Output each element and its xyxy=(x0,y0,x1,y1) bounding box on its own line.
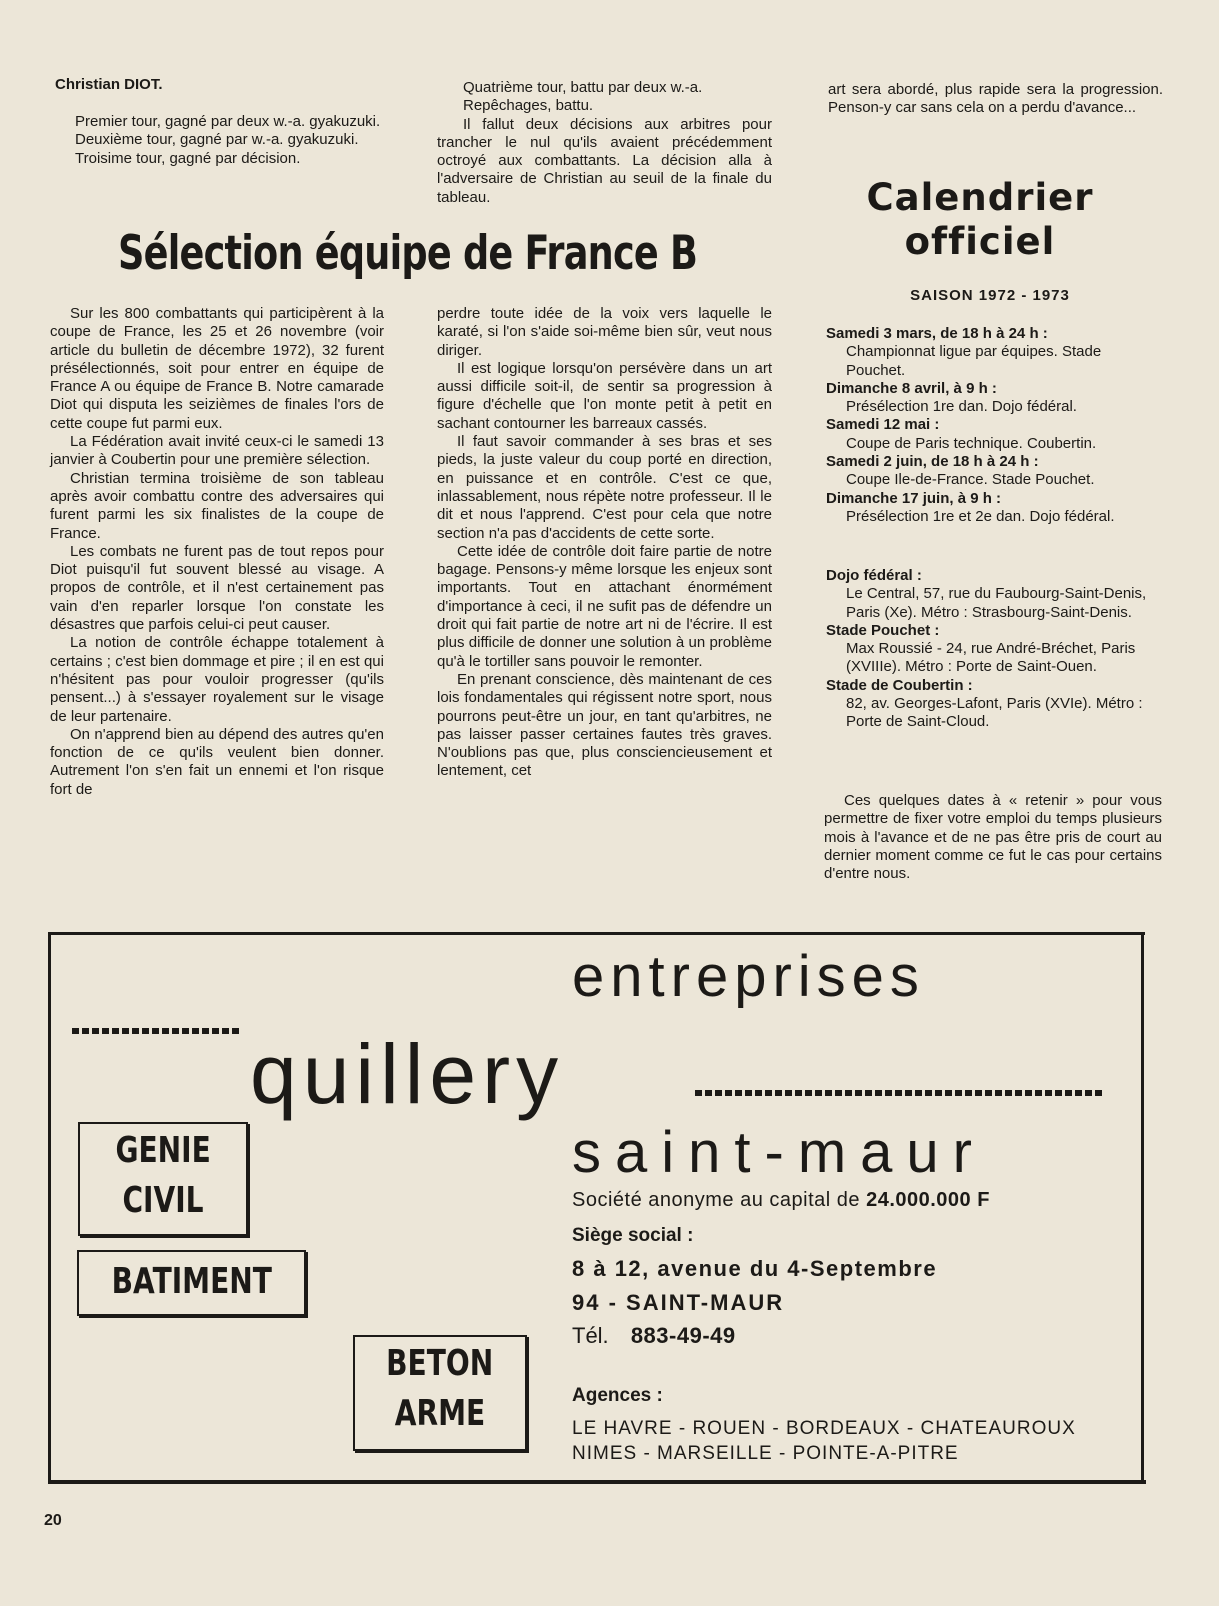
ad-phone-number: 883-49-49 xyxy=(630,1323,736,1348)
calendar-venues xyxy=(826,567,1162,732)
venue-name: Dojo fédéral : xyxy=(826,567,922,584)
top-column-1 xyxy=(55,113,385,168)
paragraph: art sera abordé, plus rapide sera la progression. Penson-y car sans cela on a perdu d'avance... xyxy=(828,81,1163,117)
paragraph: Troisime tour, gagné par décision. xyxy=(75,149,301,167)
calendar-event xyxy=(826,490,1162,527)
box-line: CIVIL xyxy=(122,1180,204,1221)
venue xyxy=(826,622,1162,677)
article-headline: Sélection équipe de France B xyxy=(118,226,698,281)
ad-siege-label: Siège social : xyxy=(572,1225,694,1246)
ad-address-line1: 8 à 12, avenue du 4-Septembre xyxy=(572,1256,938,1281)
paragraph: perdre toute idée de la voix vers laquelle le karaté, si l'on s'aide soi-même bien sûr, veut nous diriger. xyxy=(437,305,772,359)
paragraph: Il fallut deux décisions aux arbitres pour trancher le nul qu'ils avaient précédemment octroyé aux combattants. La décision alla à l'adversaire de Christian au seuil de la finale du tableau. xyxy=(437,115,772,206)
paragraph: Deuxième tour, gagné par w.-a. gyakuzuki. xyxy=(75,131,359,149)
ad-capital-value: 24.000.000 F xyxy=(866,1189,990,1211)
calendar-events xyxy=(826,325,1162,526)
ad-box-beton-arme xyxy=(353,1335,527,1451)
venue xyxy=(826,677,1162,732)
venue-address: Le Central, 57, rue du Faubourg-Saint-Denis, Paris (Xe). Métro : Strasbourg-Saint-Denis. xyxy=(846,585,1147,621)
paragraph: Cette idée de contrôle doit faire partie de notre bagage. Pensons-y même lorsque les enjeux sont importants. Tout en attachant énormément d'importance à ceci, il ne sufit pas de défendre un droit qui fait partie de notre art ni de l'écrire. Il est plus difficile de donner une solution à un problème qu'à le tortiller sans pouvoir le remonter. xyxy=(437,542,772,670)
venue-address: 82, av. Georges-Lafont, Paris (XVIe). Métro : Porte de Saint-Cloud. xyxy=(846,695,1143,731)
calendar-event xyxy=(826,453,1162,490)
paragraph: La notion de contrôle échappe totalement à certains ; c'est bien dommage et pire ; il en est qui n'hésitent pas pour vouloir progresser (qu'ils pensent...) à s'essayer royalement sur le visage de leur partenaire. xyxy=(50,634,384,725)
ad-entreprises: entreprises xyxy=(572,944,925,1009)
ad-border-left xyxy=(48,932,51,1482)
ad-hatch-rule xyxy=(695,1090,1105,1096)
top-column-2 xyxy=(437,79,772,207)
calendar-event xyxy=(826,325,1162,380)
calendar-note xyxy=(824,792,1162,883)
ad-address-line2: 94 - SAINT-MAUR xyxy=(572,1290,785,1315)
event-date: Dimanche 8 avril, à 9 h : xyxy=(826,379,997,397)
ad-company-name: quillery xyxy=(250,1027,565,1121)
paragraph: Repêchages, battu. xyxy=(463,97,594,115)
calendar-season: SAISON 1972 - 1973 xyxy=(910,287,1070,304)
top-column-3 xyxy=(828,81,1163,118)
calendar-event xyxy=(826,416,1162,453)
ad-agences-line2: NIMES - MARSEILLE - POINTE-A-PITRE xyxy=(572,1443,959,1464)
paragraph: Les combats ne furent pas de tout repos pour Diot puisqu'il fut souvent blessé au visage. A propos de contrôle, et il n'est certainement pas vain d'en reparler lorsque l'on constate les désastres que parfois celui-ci peut causer. xyxy=(50,542,384,634)
ad-capital xyxy=(572,1189,990,1212)
event-desc: Coupe de Paris technique. Coubertin. xyxy=(846,434,1097,452)
venue xyxy=(826,567,1162,622)
ad-border-top xyxy=(50,932,1145,935)
article-column-2 xyxy=(437,305,772,781)
ad-hatch-rule xyxy=(72,1028,240,1034)
paragraph: Il faut savoir commander à ses bras et ses pieds, la juste valeur du coup porté en direction, en puissance et en contrôle. C'est ce que, inlassablement, nous répète notre professeur. Il le dit et nous l'apprend. C'est pour cela que notre section n'a pas d'accidents de cette sorte. xyxy=(437,433,772,542)
calendar-title-line1: Calendrier xyxy=(866,176,1094,219)
calendar-event xyxy=(826,380,1162,417)
paragraph: Christian termina troisième de son tableau après avoir combattu contre des adversaires qui furent parmi les six finalistes de la coupe de France. xyxy=(50,469,384,542)
event-desc: Championnat ligue par équipes. Stade Pouchet. xyxy=(846,343,1102,379)
paragraph: Quatrième tour, battu par deux w.-a. xyxy=(463,79,703,96)
article-column-1 xyxy=(50,305,384,799)
event-date: Samedi 2 juin, de 18 h à 24 h : xyxy=(826,453,1039,471)
venue-name: Stade Pouchet : xyxy=(826,621,940,639)
box-line: ARME xyxy=(394,1393,486,1434)
box-line: GENIE xyxy=(115,1130,211,1171)
ad-agences-label: Agences : xyxy=(572,1385,663,1406)
calendar-title-line2: officiel xyxy=(904,220,1056,263)
event-date: Dimanche 17 juin, à 9 h : xyxy=(826,489,1002,507)
box-line: BATIMENT xyxy=(111,1261,272,1302)
author-name: Christian DIOT. xyxy=(55,76,163,93)
paragraph: En prenant conscience, dès maintenant de ces lois fondamentales qui régissent notre sport, nous pourrons peut-être un jour, en tant qu'arbitres, ne pas laisser passer certaines fautes très graves. N'oublions pas que, plus consciencieusement et lentement, cet xyxy=(437,670,772,780)
calendar-title xyxy=(820,176,1140,264)
ad-box-genie-civil xyxy=(78,1122,248,1236)
venue-address: Max Roussié - 24, rue André-Bréchet, Paris (XVIIIe). Métro : Porte de Saint-Ouen. xyxy=(846,640,1136,676)
ad-phone xyxy=(572,1323,736,1349)
ad-agences-line1: LE HAVRE - ROUEN - BORDEAUX - CHATEAUROUX xyxy=(572,1418,1076,1439)
event-desc: Présélection 1re dan. Dojo fédéral. xyxy=(846,398,1077,416)
paragraph: Sur les 800 combattants qui participèrent à la coupe de France, les 25 et 26 novembre (voir article du bulletin de décembre 1972), 32 furent présélectionnés, soit pour entrer en équipe de France A ou équipe de France B. Notre camarade Diot qui disputa les seizièmes de finales l'ors de cette coupe fut parmi eux. xyxy=(50,305,384,432)
ad-border-bottom xyxy=(48,1480,1146,1484)
venue-name: Stade de Coubertin : xyxy=(826,676,973,694)
ad-capital-label: Société anonyme au capital de xyxy=(572,1189,861,1211)
event-desc: Coupe Ile-de-France. Stade Pouchet. xyxy=(846,471,1095,489)
paragraph: On n'apprend bien au dépend des autres qu'en fonction de ce qu'ils veulent bien donner. Autrement l'on s'en fait un ennemi et l'on risque fort de xyxy=(50,725,384,798)
paragraph: La Fédération avait invité ceux-ci le samedi 13 janvier à Coubertin pour une première sélection. xyxy=(50,433,384,469)
ad-phone-label: Tél. xyxy=(572,1323,609,1348)
paragraph: Il est logique lorsqu'on persévère dans un art aussi difficile soit-il, de sentir sa progression à figure d'échelle que l'on monte petit à petit en sachant contourner les barreaux cassés. xyxy=(437,359,772,432)
event-date: Samedi 12 mai : xyxy=(826,416,940,434)
page-number: 20 xyxy=(44,1512,62,1529)
ad-border-right xyxy=(1141,932,1144,1484)
ad-box-batiment xyxy=(77,1250,306,1316)
box-line: BETON xyxy=(386,1343,494,1384)
paragraph: Premier tour, gagné par deux w.-a. gyakuzuki. xyxy=(75,113,381,130)
event-date: Samedi 3 mars, de 18 h à 24 h : xyxy=(826,325,1048,342)
event-desc: Présélection 1re et 2e dan. Dojo fédéral. xyxy=(846,507,1115,525)
ad-city: saint-maur xyxy=(572,1120,986,1185)
paragraph: Ces quelques dates à « retenir » pour vous permettre de fixer votre emploi du temps plusieurs mois à l'avance et de ne pas être pris de court au dernier moment comme ce fut le cas pour certains d'entre nous. xyxy=(824,792,1162,883)
